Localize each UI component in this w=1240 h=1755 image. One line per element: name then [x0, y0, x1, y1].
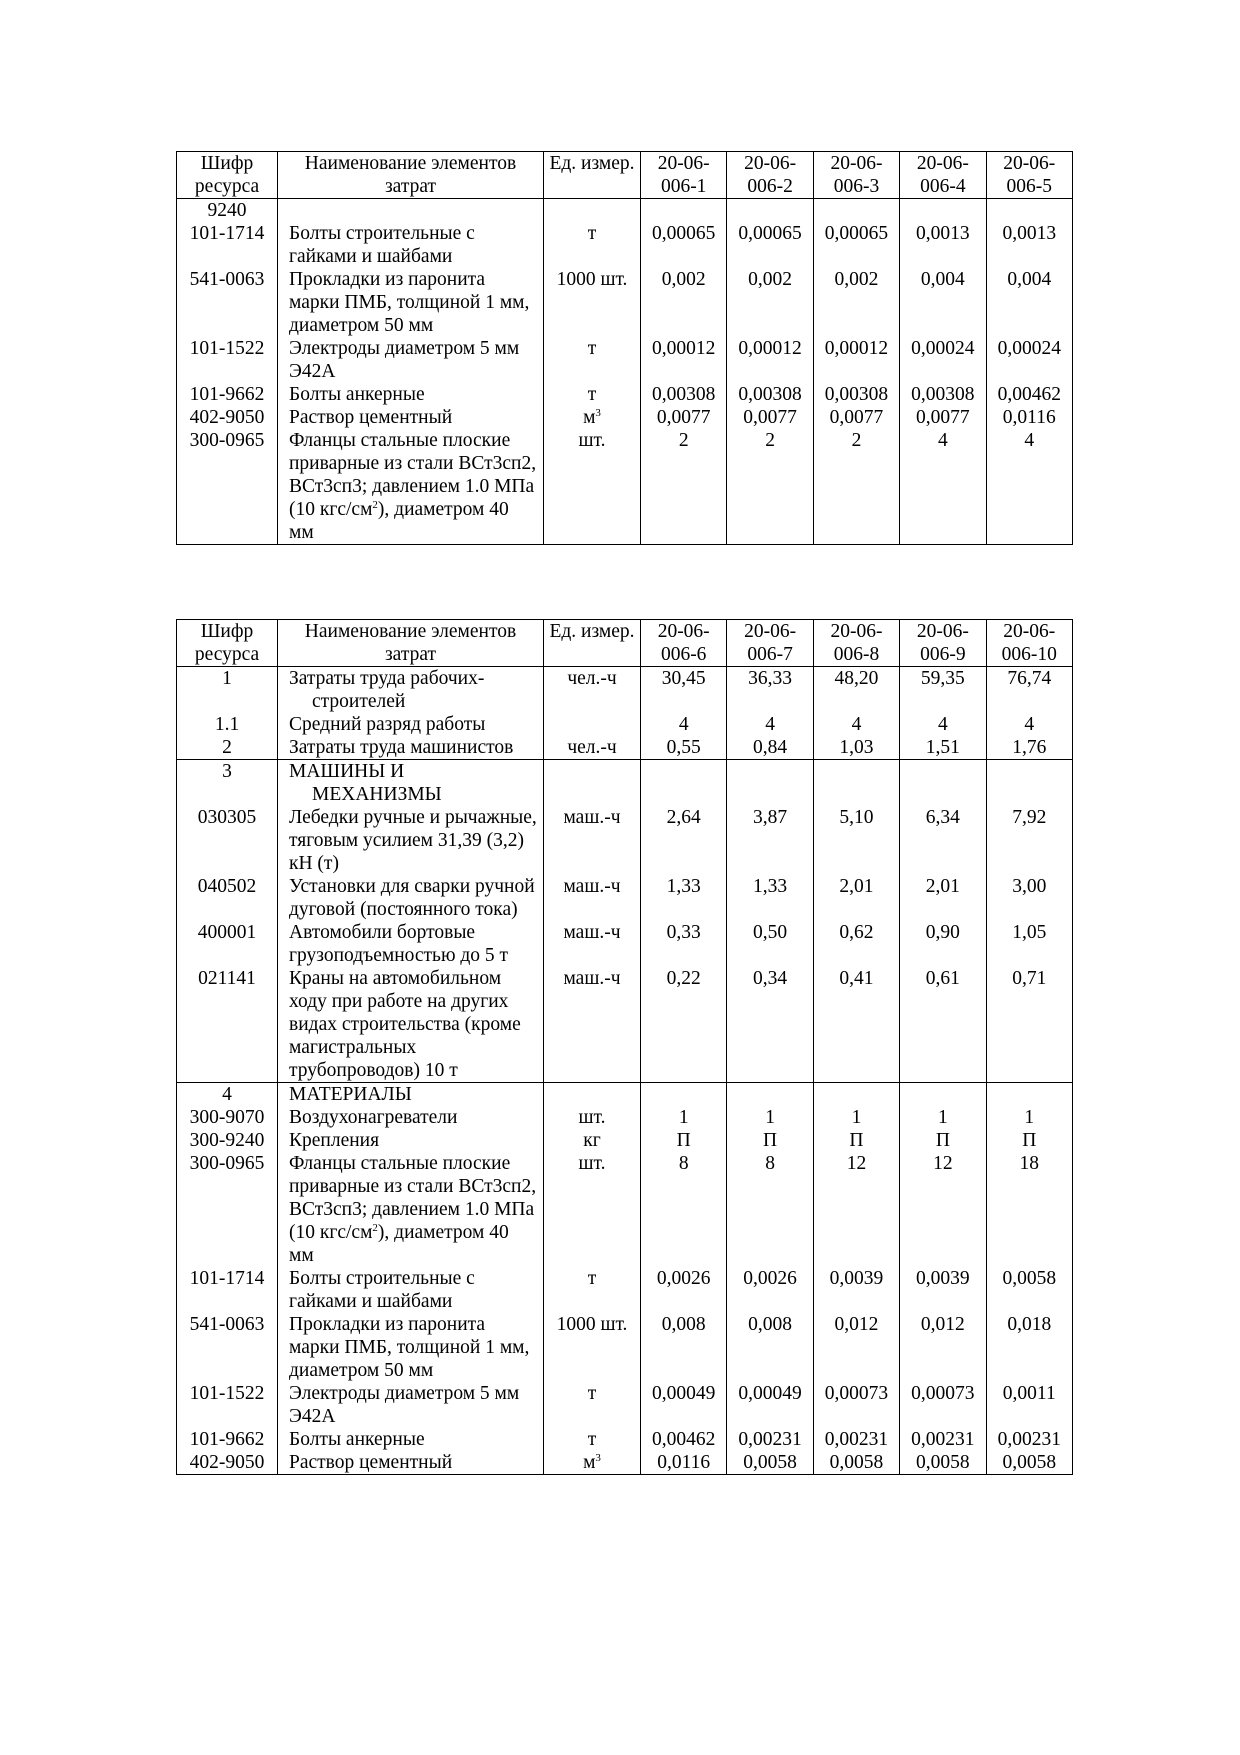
resource-value: 2,01: [813, 875, 899, 921]
resource-code: 300-0965: [177, 1152, 278, 1267]
resource-value: 0,71: [986, 967, 1072, 1083]
resource-value: 1: [986, 1106, 1072, 1129]
section-row: [177, 760, 1073, 807]
resource-value: 3,00: [986, 875, 1072, 921]
table-row: [177, 406, 1073, 429]
resource-unit: кг: [544, 1129, 641, 1152]
resource-name: Лебедки ручные и рычажные, тяговым усилием 31,39 (3,2) кН (т): [278, 806, 544, 875]
resource-value: 4: [641, 713, 727, 736]
resource-value: 8: [727, 1152, 813, 1267]
section-code: 3: [177, 760, 278, 807]
unit-superscript: 3: [595, 407, 601, 419]
resource-unit: 1000 шт.: [544, 268, 641, 337]
resource-value: 0,00065: [813, 222, 899, 268]
name-tail: ), диаметром 40 мм: [289, 499, 509, 543]
table-row: [177, 1106, 1073, 1129]
resource-value: 0,22: [641, 967, 727, 1083]
resource-unit: маш.-ч: [544, 875, 641, 921]
header-col: 20-06-006-3: [813, 152, 899, 199]
resource-value: 0,00231: [813, 1428, 899, 1451]
resource-value: 0,00049: [727, 1382, 813, 1428]
resource-value: 0,00073: [813, 1382, 899, 1428]
resource-unit: маш.-ч: [544, 921, 641, 967]
resource-value: 0,0058: [727, 1451, 813, 1475]
resource-code: 300-9240: [177, 1129, 278, 1152]
resource-value: 4: [900, 713, 986, 736]
unit-text: м: [583, 407, 596, 428]
resource-value: 0,0077: [727, 406, 813, 429]
resource-value: 0,008: [641, 1313, 727, 1382]
resource-value: 0,0039: [900, 1267, 986, 1313]
resource-unit: маш.-ч: [544, 967, 641, 1083]
resource-value: 0,0116: [986, 406, 1072, 429]
resource-code: 030305: [177, 806, 278, 875]
resource-code: 040502: [177, 875, 278, 921]
section-title: МАТЕРИАЛЫ: [278, 1083, 544, 1107]
header-code: Шифр ресурса: [177, 152, 278, 199]
resource-value: 0,00065: [727, 222, 813, 268]
resource-name: Электроды диаметром 5 мм Э42А: [278, 1382, 544, 1428]
header-col: 20-06-006-6: [641, 620, 727, 667]
section-title: МАШИНЫ И МЕХАНИЗМЫ: [278, 760, 544, 807]
resource-value: 0,00231: [727, 1428, 813, 1451]
resource-name: Электроды диаметром 5 мм Э42А: [278, 337, 544, 383]
resource-unit: [544, 713, 641, 736]
resource-value: 3,87: [727, 806, 813, 875]
resource-value: 0,002: [727, 268, 813, 337]
resource-value: 0,0058: [986, 1451, 1072, 1475]
section-row: [177, 1083, 1073, 1107]
resource-code: 1.1: [177, 713, 278, 736]
table-row: [177, 1428, 1073, 1451]
resource-value: 6,34: [900, 806, 986, 875]
header-col: 20-06-006-4: [900, 152, 986, 199]
resource-value: П: [813, 1129, 899, 1152]
resource-name: [278, 1152, 544, 1267]
resource-value: 1: [641, 1106, 727, 1129]
resource-unit: маш.-ч: [544, 806, 641, 875]
table-row: [177, 337, 1073, 383]
table-row: [177, 1451, 1073, 1475]
resource-code: 402-9050: [177, 1451, 278, 1475]
resource-value: 0,0058: [900, 1451, 986, 1475]
resource-value: 0,41: [813, 967, 899, 1083]
resource-name: Воздухонагреватели: [278, 1106, 544, 1129]
resource-unit: 1000 шт.: [544, 1313, 641, 1382]
table-row: [177, 713, 1073, 736]
resource-value: 1,33: [641, 875, 727, 921]
resource-value: 1: [727, 1106, 813, 1129]
section-code: 4: [177, 1083, 278, 1107]
resource-unit: чел.-ч: [544, 667, 641, 714]
resource-value: П: [986, 1129, 1072, 1152]
resource-value: 2: [727, 429, 813, 545]
resource-value: 1: [813, 1106, 899, 1129]
resource-value: 4: [900, 429, 986, 545]
resource-name: Болты анкерные: [278, 1428, 544, 1451]
resource-name: Болты анкерные: [278, 383, 544, 406]
resource-value: 0,61: [900, 967, 986, 1083]
resource-name: Затраты труда рабочих-строителей: [278, 667, 544, 714]
resource-value: 1,33: [727, 875, 813, 921]
resource-value: 48,20: [813, 667, 899, 714]
resource-code: 300-0965: [177, 429, 278, 545]
name-tail: ), диаметром 40 мм: [289, 1222, 509, 1266]
header-col: 20-06-006-10: [986, 620, 1072, 667]
resource-code: 101-1714: [177, 222, 278, 268]
resource-value: 36,33: [727, 667, 813, 714]
resource-value: П: [727, 1129, 813, 1152]
header-name: Наименование элементов затрат: [278, 620, 544, 667]
resource-value: 0,90: [900, 921, 986, 967]
resource-value: 2: [641, 429, 727, 545]
resource-value: 0,002: [813, 268, 899, 337]
resource-value: 0,004: [900, 268, 986, 337]
resource-name: Крепления: [278, 1129, 544, 1152]
table-row: [177, 667, 1073, 714]
resource-name: [278, 429, 544, 545]
table-row: [177, 429, 1073, 545]
header-col: 20-06-006-9: [900, 620, 986, 667]
resource-value: 2,64: [641, 806, 727, 875]
resource-unit: [544, 1451, 641, 1475]
table-row: [177, 1313, 1073, 1382]
header-col: 20-06-006-2: [727, 152, 813, 199]
table-row: [177, 875, 1073, 921]
table-row: [177, 199, 1073, 223]
resource-value: 0,00231: [986, 1428, 1072, 1451]
resource-value: 0,33: [641, 921, 727, 967]
resource-table-2: [176, 619, 1073, 1475]
resource-value: 0,0013: [986, 222, 1072, 268]
table-header-row: [177, 152, 1073, 199]
resource-value: 0,0039: [813, 1267, 899, 1313]
resource-value: 0,0058: [986, 1267, 1072, 1313]
resource-unit: т: [544, 337, 641, 383]
resource-unit: шт.: [544, 1152, 641, 1267]
resource-unit: шт.: [544, 1106, 641, 1129]
resource-value: 0,00024: [986, 337, 1072, 383]
name-text: Фланцы стальные плоские приварные из стали ВСт3сп2, ВСт3сп3; давлением 1.0 МПа (10 кгс/см: [289, 430, 537, 520]
resource-name: Установки для сварки ручной дуговой (постоянного тока): [278, 875, 544, 921]
resource-name: Болты строительные с гайками и шайбами: [278, 222, 544, 268]
resource-code: 101-9662: [177, 383, 278, 406]
resource-code: 9240: [177, 199, 278, 223]
resource-value: 0,00024: [900, 337, 986, 383]
resource-code: 101-9662: [177, 1428, 278, 1451]
resource-unit: т: [544, 1382, 641, 1428]
resource-value: 0,018: [986, 1313, 1072, 1382]
resource-value: 4: [986, 713, 1072, 736]
resource-unit: т: [544, 1267, 641, 1313]
resource-value: 2,01: [900, 875, 986, 921]
header-col: 20-06-006-1: [641, 152, 727, 199]
resource-value: 1,03: [813, 736, 899, 760]
resource-name: Краны на автомобильном ходу при работе на других видах строительства (кроме магистральных трубопроводов) 10 т: [278, 967, 544, 1083]
resource-value: 0,00065: [641, 222, 727, 268]
resource-value: 0,0077: [813, 406, 899, 429]
resource-name: Прокладки из паронита марки ПМБ, толщиной 1 мм, диаметром 50 мм: [278, 268, 544, 337]
table-row: [177, 921, 1073, 967]
resource-value: 0,0026: [727, 1267, 813, 1313]
resource-value: 0,00012: [813, 337, 899, 383]
resource-value: 18: [986, 1152, 1072, 1267]
resource-value: 4: [986, 429, 1072, 545]
header-code: Шифр ресурса: [177, 620, 278, 667]
resource-name: Раствор цементный: [278, 406, 544, 429]
resource-value: 0,012: [813, 1313, 899, 1382]
table-row: [177, 383, 1073, 406]
resource-code: 021141: [177, 967, 278, 1083]
resource-value: 8: [641, 1152, 727, 1267]
resource-value: 0,00308: [900, 383, 986, 406]
resource-value: 4: [727, 713, 813, 736]
resource-value: 0,00231: [900, 1428, 986, 1451]
resource-value: 0,0116: [641, 1451, 727, 1475]
table-header-row: [177, 620, 1073, 667]
name-text: Фланцы стальные плоские приварные из стали ВСт3сп2, ВСт3сп3; давлением 1.0 МПа (10 кгс/см: [289, 1153, 537, 1243]
resource-value: 0,0013: [900, 222, 986, 268]
header-col: 20-06-006-5: [986, 152, 1072, 199]
resource-value: 0,004: [986, 268, 1072, 337]
resource-name: Автомобили бортовые грузоподъемностью до 5 т: [278, 921, 544, 967]
table-row: [177, 1382, 1073, 1428]
name-superscript: 2: [372, 499, 378, 511]
resource-value: 12: [900, 1152, 986, 1267]
header-col: 20-06-006-7: [727, 620, 813, 667]
resource-table-1: [176, 151, 1073, 545]
resource-name: Болты строительные с гайками и шайбами: [278, 1267, 544, 1313]
resource-value: 0,00462: [641, 1428, 727, 1451]
unit-superscript: 3: [595, 1452, 601, 1464]
resource-value: 0,50: [727, 921, 813, 967]
header-unit: Ед. измер.: [544, 620, 641, 667]
resource-name: Затраты труда машинистов: [278, 736, 544, 760]
table-row: [177, 268, 1073, 337]
table-row: [177, 967, 1073, 1083]
resource-value: 59,35: [900, 667, 986, 714]
table-row: [177, 1152, 1073, 1267]
header-unit: Ед. измер.: [544, 152, 641, 199]
name-superscript: 2: [372, 1222, 378, 1234]
resource-value: 0,0077: [900, 406, 986, 429]
resource-value: П: [641, 1129, 727, 1152]
resource-value: 0,00012: [641, 337, 727, 383]
resource-value: 0,00308: [813, 383, 899, 406]
resource-code: 400001: [177, 921, 278, 967]
resource-unit: [544, 406, 641, 429]
unit-text: м: [583, 1452, 596, 1473]
resource-name: Раствор цементный: [278, 1451, 544, 1475]
resource-value: 0,62: [813, 921, 899, 967]
header-name: Наименование элементов затрат: [278, 152, 544, 199]
resource-unit: т: [544, 383, 641, 406]
resource-value: 30,45: [641, 667, 727, 714]
resource-code: 101-1522: [177, 1382, 278, 1428]
resource-value: 12: [813, 1152, 899, 1267]
resource-value: 1,76: [986, 736, 1072, 760]
resource-unit: чел.-ч: [544, 736, 641, 760]
resource-value: 1: [900, 1106, 986, 1129]
resource-value: 4: [813, 713, 899, 736]
table-row: [177, 736, 1073, 760]
resource-value: 0,55: [641, 736, 727, 760]
resource-value: 0,00308: [641, 383, 727, 406]
table-row: [177, 1267, 1073, 1313]
table-row: [177, 222, 1073, 268]
resource-value: 0,002: [641, 268, 727, 337]
resource-value: 0,00049: [641, 1382, 727, 1428]
resource-value: 7,92: [986, 806, 1072, 875]
resource-value: П: [900, 1129, 986, 1152]
resource-unit: шт.: [544, 429, 641, 545]
resource-value: 0,0026: [641, 1267, 727, 1313]
resource-code: 541-0063: [177, 1313, 278, 1382]
resource-value: 0,00012: [727, 337, 813, 383]
resource-value: 0,0011: [986, 1382, 1072, 1428]
resource-value: 0,008: [727, 1313, 813, 1382]
resource-unit: т: [544, 222, 641, 268]
header-col: 20-06-006-8: [813, 620, 899, 667]
resource-value: 0,0077: [641, 406, 727, 429]
resource-name: Средний разряд работы: [278, 713, 544, 736]
resource-value: 0,00073: [900, 1382, 986, 1428]
resource-code: 101-1714: [177, 1267, 278, 1313]
resource-value: 0,0058: [813, 1451, 899, 1475]
resource-value: 76,74: [986, 667, 1072, 714]
resource-value: 0,00462: [986, 383, 1072, 406]
resource-value: 5,10: [813, 806, 899, 875]
resource-name: Прокладки из паронита марки ПМБ, толщиной 1 мм, диаметром 50 мм: [278, 1313, 544, 1382]
resource-value: 0,84: [727, 736, 813, 760]
table-row: [177, 1129, 1073, 1152]
resource-unit: т: [544, 1428, 641, 1451]
resource-value: 1,05: [986, 921, 1072, 967]
table-row: [177, 806, 1073, 875]
resource-code: 101-1522: [177, 337, 278, 383]
resource-value: 0,34: [727, 967, 813, 1083]
resource-code: 541-0063: [177, 268, 278, 337]
resource-code: 402-9050: [177, 406, 278, 429]
resource-value: 0,00308: [727, 383, 813, 406]
resource-value: 1,51: [900, 736, 986, 760]
resource-value: 0,012: [900, 1313, 986, 1382]
resource-code: 1: [177, 667, 278, 714]
resource-value: 2: [813, 429, 899, 545]
resource-code: 300-9070: [177, 1106, 278, 1129]
resource-code: 2: [177, 736, 278, 760]
